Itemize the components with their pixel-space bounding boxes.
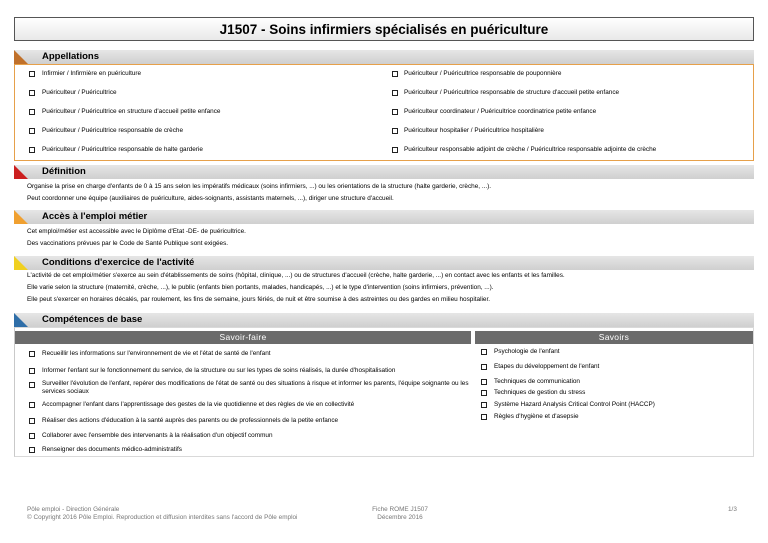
section-header-competences <box>14 313 754 327</box>
checkbox-icon <box>392 109 398 115</box>
appellation-item: Puériculteur / Puéricultrice <box>42 89 117 96</box>
checkbox-icon <box>481 349 487 355</box>
footer-copyright: © Copyright 2016 Pôle Emploi. Reproduction et diffusion interdites sans l'accord de Pôle emploi <box>27 514 298 521</box>
checkbox-icon <box>481 390 487 396</box>
savoir-faire-item: Renseigner des documents médico-administratifs <box>42 446 182 453</box>
appellation-item: Puériculteur / Puéricultrice en structure d'accueil petite enfance <box>42 108 221 115</box>
footer-fiche-date: Décembre 2016 <box>377 514 423 521</box>
checkbox-icon <box>29 147 35 153</box>
appellation-item: Puériculteur / Puéricultrice responsable de pouponnière <box>404 70 562 77</box>
savoirs-item: Système Hazard Analysis Critical Control Point (HACCP) <box>494 401 655 408</box>
checkbox-icon <box>481 402 487 408</box>
conditions-line: Elle peut s'exercer en horaires décalés, par roulement, les fins de semaine, jours fériés, de nuit et être soumise à des astreintes ou des gardes en milieu hospitalier. <box>27 296 491 303</box>
checkbox-icon <box>29 71 35 77</box>
conditions-line: L'activité de cet emploi/métier s'exerce au sein d'établissements de soins (hôpital, clinique, ...) ou de structures d'accueil (crèche, halte garderie, ...) en contact avec les enfants et les familles. <box>27 272 565 279</box>
savoirs-item: Techniques de gestion du stress <box>494 389 586 396</box>
checkbox-icon <box>29 90 35 96</box>
section-marker-icon <box>14 210 28 224</box>
section-title: Accès à l'emploi métier <box>42 211 148 222</box>
checkbox-icon <box>29 351 35 357</box>
checkbox-icon <box>392 71 398 77</box>
section-marker-icon <box>14 313 28 327</box>
checkbox-icon <box>392 147 398 153</box>
footer-organisation <box>27 506 297 522</box>
page-number: 1/3 <box>728 506 737 513</box>
checkbox-icon <box>29 382 35 388</box>
checkbox-icon <box>29 109 35 115</box>
checkbox-icon <box>29 402 35 408</box>
page-title: J1507 - Soins infirmiers spécialisés en puériculture <box>14 17 754 41</box>
section-header-conditions <box>14 256 754 270</box>
section-title: Conditions d'exercice de l'activité <box>42 257 195 268</box>
appellation-item: Puériculteur / Puéricultrice responsable de halte garderie <box>42 146 203 153</box>
checkbox-icon <box>481 414 487 420</box>
appellation-item: Infirmier / Infirmière en puériculture <box>42 70 142 77</box>
section-marker-icon <box>14 256 28 270</box>
appellation-item: Puériculteur responsable adjoint de crèche / Puéricultrice responsable adjointe de crèche <box>404 146 657 153</box>
savoir-faire-item: Surveiller l'évolution de l'enfant, repérer des modifications de l'état de santé ou des situations à risque et informer les parents, l'équipe soignante ou les services sociaux <box>42 380 469 395</box>
appellation-item: Puériculteur / Puéricultrice responsable de crèche <box>42 127 184 134</box>
savoir-faire-item: Collaborer avec l'ensemble des intervenants à la réalisation d'un objectif commun <box>42 432 273 439</box>
appellation-item: Puériculteur coordinateur / Puéricultrice coordinatrice petite enfance <box>404 108 597 115</box>
checkbox-icon <box>392 90 398 96</box>
section-title: Compétences de base <box>42 314 143 325</box>
savoir-faire-item: Recueillir les informations sur l'environnement de vie et l'état de santé de l'enfant <box>42 350 271 357</box>
savoirs-item: Règles d'hygiène et d'asepsie <box>494 413 579 420</box>
acces-line: Des vaccinations prévues par le Code de Santé Publique sont exigées. <box>27 240 229 247</box>
definition-line: Peut coordonner une équipe (auxiliaires de puériculture, aides-soignants, assistants maternels, ...), diriger une structure d'accueil. <box>27 195 394 202</box>
section-header-definition <box>14 165 754 179</box>
appellation-item: Puériculteur hospitalier / Puéricultrice hospitalière <box>404 127 544 134</box>
appellation-item: Puériculteur / Puéricultrice responsable de structure d'accueil petite enfance <box>404 89 620 96</box>
footer-fiche <box>355 506 445 522</box>
savoir-faire-item: Informer l'enfant sur le fonctionnement du service, de la structure ou sur les types de soins réalisés, la durée d'hospitalisation <box>42 367 396 374</box>
section-marker-icon <box>14 165 28 179</box>
section-header-acces <box>14 210 754 224</box>
definition-line: Organise la prise en charge d'enfants de 0 à 15 ans selon les impératifs médicaux (soins infirmiers, ...) ou les orientations de la structure (halte garderie, crèche, ...). <box>27 183 492 190</box>
checkbox-icon <box>392 128 398 134</box>
savoirs-item: Psychologie de l'enfant <box>494 348 560 355</box>
conditions-line: Elle varie selon la structure (maternité, crèche, ...), le public (enfants bien portants, malades, handicapés, ...) et le type d'intervention (soins infirmiers, prévention, ...). <box>27 284 494 291</box>
checkbox-icon <box>481 379 487 385</box>
section-title: Appellations <box>42 51 100 62</box>
checkbox-icon <box>29 433 35 439</box>
footer-org-line: Pôle emploi - Direction Générale <box>27 506 120 513</box>
section-marker-icon <box>14 50 28 64</box>
checkbox-icon <box>29 368 35 374</box>
savoir-faire-item: Réaliser des actions d'éducation à la santé auprès des parents ou de professionnels de la petite enfance <box>42 417 339 424</box>
savoirs-header: Savoirs <box>475 331 753 344</box>
savoir-faire-item: Accompagner l'enfant dans l'apprentissage des gestes de la vie quotidienne et des règles de vie en collectivité <box>42 401 355 408</box>
savoirs-item: Techniques de communication <box>494 378 580 385</box>
checkbox-icon <box>29 447 35 453</box>
checkbox-icon <box>29 128 35 134</box>
checkbox-icon <box>481 364 487 370</box>
savoir-faire-header: Savoir-faire <box>15 331 471 344</box>
acces-line: Cet emploi/métier est accessible avec le Diplôme d'Etat -DE- de puéricultrice. <box>27 228 246 235</box>
section-title: Définition <box>42 166 86 177</box>
savoirs-item: Etapes du développement de l'enfant <box>494 363 600 370</box>
section-header-appellations <box>14 50 754 64</box>
footer-fiche-code: Fiche ROME J1507 <box>372 506 428 513</box>
checkbox-icon <box>29 418 35 424</box>
